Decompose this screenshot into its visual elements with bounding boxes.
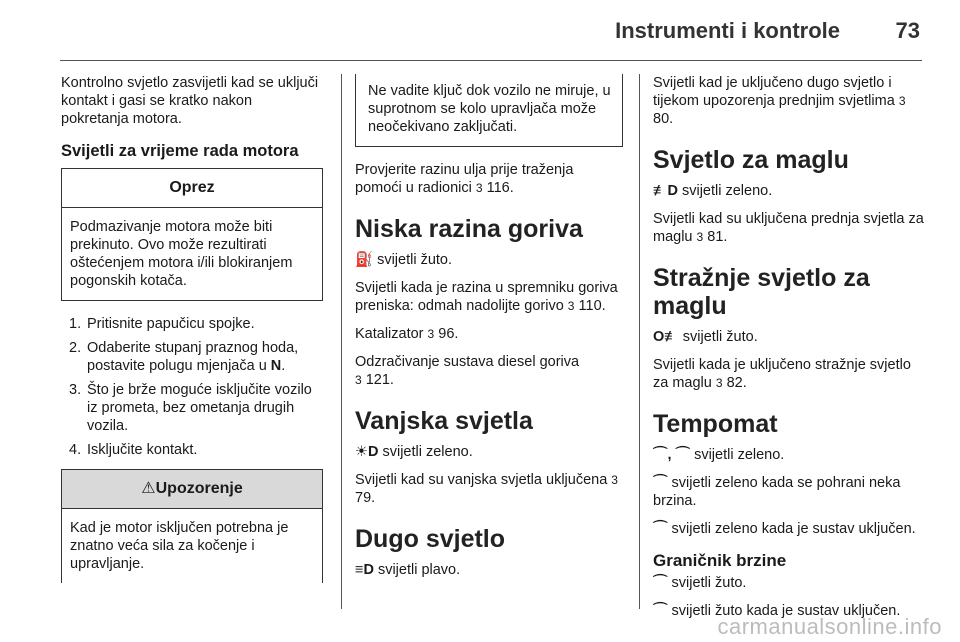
speed-limiter-heading: Graničnik brzine <box>653 551 787 570</box>
cruise-control-heading: Tempomat <box>653 410 778 438</box>
warning-title: ⚠Upozorenje <box>62 470 322 509</box>
list-item: 1. Pritisnite papučicu spojke. <box>69 316 255 332</box>
rear-fog-status: O≢ svijetli žuto. <box>653 329 758 345</box>
warning-text: Kad je motor isključen potrebna je znatno veća sila za kočenje i upravljanje. <box>70 520 289 572</box>
rear-fog-paragraph: Svijetli kada je uključeno stražnje svjetlo za maglu 3 82. <box>653 357 911 391</box>
high-beam-paragraph: Svijetli kad je uključeno dugo svjetlo i tijekom upozorenja prednjim svjetlima 3 80. <box>653 75 906 127</box>
limiter-line: ⌒ svijetli žuto kada je sustav uključen. <box>653 603 901 619</box>
caution-title: Oprez <box>62 169 322 208</box>
cruise-control-icon: ⌒, ⌒ <box>653 447 691 463</box>
page-title: Instrumenti i kontrole <box>615 18 840 43</box>
caution-text: Podmazivanje motora može biti prekinuto. Ovo može rezultirati oštećenjem motora i/ili blokiranjem pogonskih kotača. <box>70 219 293 289</box>
high-beam-icon: ≡D <box>355 562 374 578</box>
bleed-paragraph: Odzračivanje sustava diesel goriva 3 121. <box>355 354 580 388</box>
fog-paragraph: Svijetli kad su uključena prednja svjetla za maglu 3 81. <box>653 211 924 245</box>
speed-limiter-icon: ⌒ <box>653 603 668 619</box>
header-rule <box>60 60 922 61</box>
reference-arrow-icon: 3 <box>696 230 704 244</box>
list-item: 3. Što je brže moguće isključite vozilo iz prometa, bez ometanja drugih vozila. <box>69 382 312 434</box>
reference-arrow-icon: 3 <box>898 94 906 108</box>
section-heading: Svijetli za vrijeme rada motora <box>61 142 299 160</box>
exterior-lights-heading: Vanjska svjetla <box>355 407 533 435</box>
warning-box-continued: Ne vadite ključ dok vozilo ne miruje, u suprotnom se kolo upravljača može neočekivano zaključati. <box>355 74 623 147</box>
cruise-line-1: ⌒ svijetli zeleno kada se pohrani neka brzina. <box>653 475 901 509</box>
list-item: 4. Isključite kontakt. <box>69 442 198 458</box>
reference-arrow-icon: 3 <box>355 373 362 387</box>
speed-limiter-icon: ⌒ <box>653 575 668 591</box>
page-header <box>0 0 960 60</box>
fuel-paragraph: Svijetli kada je razina u spremniku goriva preniska: odmah nadolijte gorivo 3 110. <box>355 280 618 314</box>
cruise-control-icon: ⌒ <box>653 521 668 537</box>
column-3 <box>653 74 928 630</box>
reference-arrow-icon: 3 <box>427 327 435 341</box>
exterior-light-icon: ☀D <box>355 444 379 460</box>
fuel-heading: Niska razina goriva <box>355 215 583 243</box>
limiter-status: ⌒ svijetli žuto. <box>653 575 747 591</box>
watermark: carmanualsonline.info <box>717 614 942 639</box>
warning-box <box>61 469 323 583</box>
column-divider <box>341 74 342 609</box>
caution-box <box>61 168 323 301</box>
exterior-status: ☀D svijetli zeleno. <box>355 444 473 460</box>
cruise-status: ⌒, ⌒ svijetli zeleno. <box>653 447 785 463</box>
oil-paragraph: Provjerite razinu ulja prije traženja pomoći u radionici 3 116. <box>355 162 574 196</box>
list-item: 2. Odaberite stupanj praznog hoda, postavite polugu mjenjača u N. <box>69 340 299 374</box>
fuel-status: ⛽ svijetli žuto. <box>355 252 453 268</box>
fog-light-heading: Svjetlo za maglu <box>653 146 849 174</box>
catalyst-paragraph: Katalizator 3 96. <box>355 326 459 342</box>
fuel-pump-icon: ⛽ <box>355 252 374 268</box>
high-beam-heading: Dugo svjetlo <box>355 525 506 553</box>
column-divider <box>639 74 640 609</box>
rear-fog-icon: O≢ <box>653 329 679 345</box>
rear-fog-heading: Stražnje svjetlo za maglu <box>653 264 870 320</box>
fog-status: ≢D svijetli zeleno. <box>653 183 773 199</box>
column-2 <box>355 74 623 589</box>
column-1 <box>61 74 323 583</box>
reference-arrow-icon: 3 <box>611 473 618 487</box>
steps-list <box>61 315 323 459</box>
exterior-paragraph: Svijetli kad su vanjska svjetla uključena 3 79. <box>355 472 618 506</box>
cruise-line-2: ⌒ svijetli zeleno kada je sustav uključen. <box>653 521 916 537</box>
warning-icon: ⚠ <box>141 480 156 497</box>
cruise-control-icon: ⌒ <box>653 475 668 491</box>
reference-arrow-icon: 3 <box>715 376 723 390</box>
reference-arrow-icon: 3 <box>567 299 575 313</box>
intro-paragraph: Kontrolno svjetlo zasvijetli kad se uključi kontakt i gasi se kratko nakon pokretanja motora. <box>61 75 319 127</box>
page-number: 73 <box>895 18 920 43</box>
high-beam-status: ≡D svijetli plavo. <box>355 562 461 578</box>
reference-arrow-icon: 3 <box>475 181 483 195</box>
fog-light-icon: ≢D <box>653 183 678 199</box>
